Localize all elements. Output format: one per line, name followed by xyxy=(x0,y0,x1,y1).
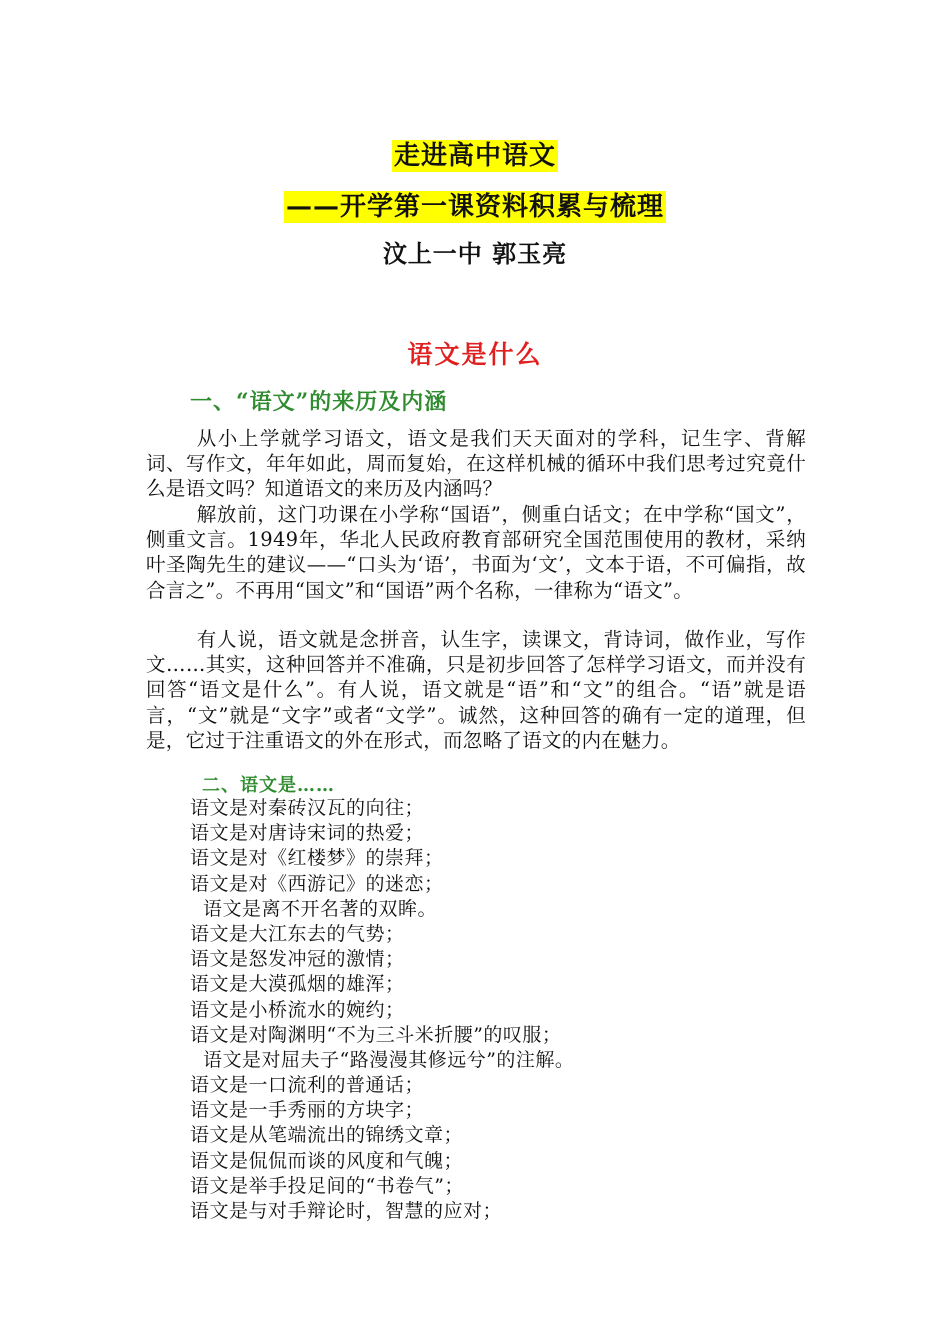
document-subtitle: ——开学第一课资料积累与梳理 xyxy=(285,192,664,222)
document-title-row xyxy=(0,135,950,172)
list-item: 语文是大江东去的气势； xyxy=(190,922,405,945)
document-title: 走进高中语文 xyxy=(393,141,556,171)
list-item: 语文是对《红楼梦》的崇拜； xyxy=(190,847,444,870)
list-item: 语文是侃侃而谈的风度和气魄； xyxy=(190,1149,464,1172)
list-item: 语文是对屈夫子“路漫漫其修远兮”的注解。 xyxy=(203,1048,575,1071)
list-item: 语文是对陶渊明“不为三斗米折腰”的叹服； xyxy=(190,1023,562,1046)
heading-origin-and-meaning: 一、“语文”的来历及内涵 xyxy=(190,389,448,415)
list-item: 语文是对唐诗宋词的热爱； xyxy=(190,822,425,845)
list-item: 语文是大漠孤烟的雄浑； xyxy=(190,973,405,996)
chinese-is-list xyxy=(190,796,790,1224)
list-item: 语文是一口流利的普通话； xyxy=(190,1074,425,1097)
author-line: 汶上一中 郭玉亮 xyxy=(382,239,568,268)
document-subtitle-row xyxy=(0,186,950,223)
list-item: 语文是离不开名著的双眸。 xyxy=(203,897,438,920)
paragraph-3: 有人说，语文就是念拼音，认生字，读课文，背诗词，做作业，写作文……其实，这种回答并不准确，只是初步回答了怎样学习语文，而并没有回答“语文是什么”。有人说，语文就是“语”和“文”的组合。“语”就是语言，“文”就是“文字”或者“文学”。诚然，这种回答的确有一定的道理，但是，它过于注重语文的外在形式，而忽略了语文的内在魅力。 xyxy=(146,628,806,752)
section-title: 语文是什么 xyxy=(407,340,543,369)
paragraph-2: 解放前，这门功课在小学称“国语”，侧重白话文；在中学称“国文”，侧重文言。1949年，华北人民政府教育部研究全国范围使用的教材，采纳叶圣陶先生的建议——“口头为‘语’，书面为‘文’，文本于语，不可偏指，故合言之”。不再用“国文”和“国语”两个名称，一律称为“语文”。 xyxy=(146,503,806,602)
list-item: 语文是对《西游记》的迷恋； xyxy=(190,872,444,895)
list-item: 语文是怒发冲冠的激情； xyxy=(190,948,405,971)
paragraph-1: 从小上学就学习语文，语文是我们天天面对的学科，记生字、背解词、写作文，年年如此，周而复始，在这样机械的循环中我们思考过究竟什么是语文吗？知道语文的来历及内涵吗？ xyxy=(146,427,806,501)
list-item: 语文是一手秀丽的方块字； xyxy=(190,1099,425,1122)
list-item: 语文是从笔端流出的锦绣文章； xyxy=(190,1124,464,1147)
list-item: 语文是与对手辩论时，智慧的应对； xyxy=(190,1200,503,1222)
list-item: 语文是小桥流水的婉约； xyxy=(190,998,405,1021)
list-item: 语文是对秦砖汉瓦的向往； xyxy=(190,797,425,819)
heading-chinese-is: 二、语文是…… xyxy=(202,775,335,796)
list-item: 语文是举手投足间的“书卷气”； xyxy=(190,1174,464,1197)
